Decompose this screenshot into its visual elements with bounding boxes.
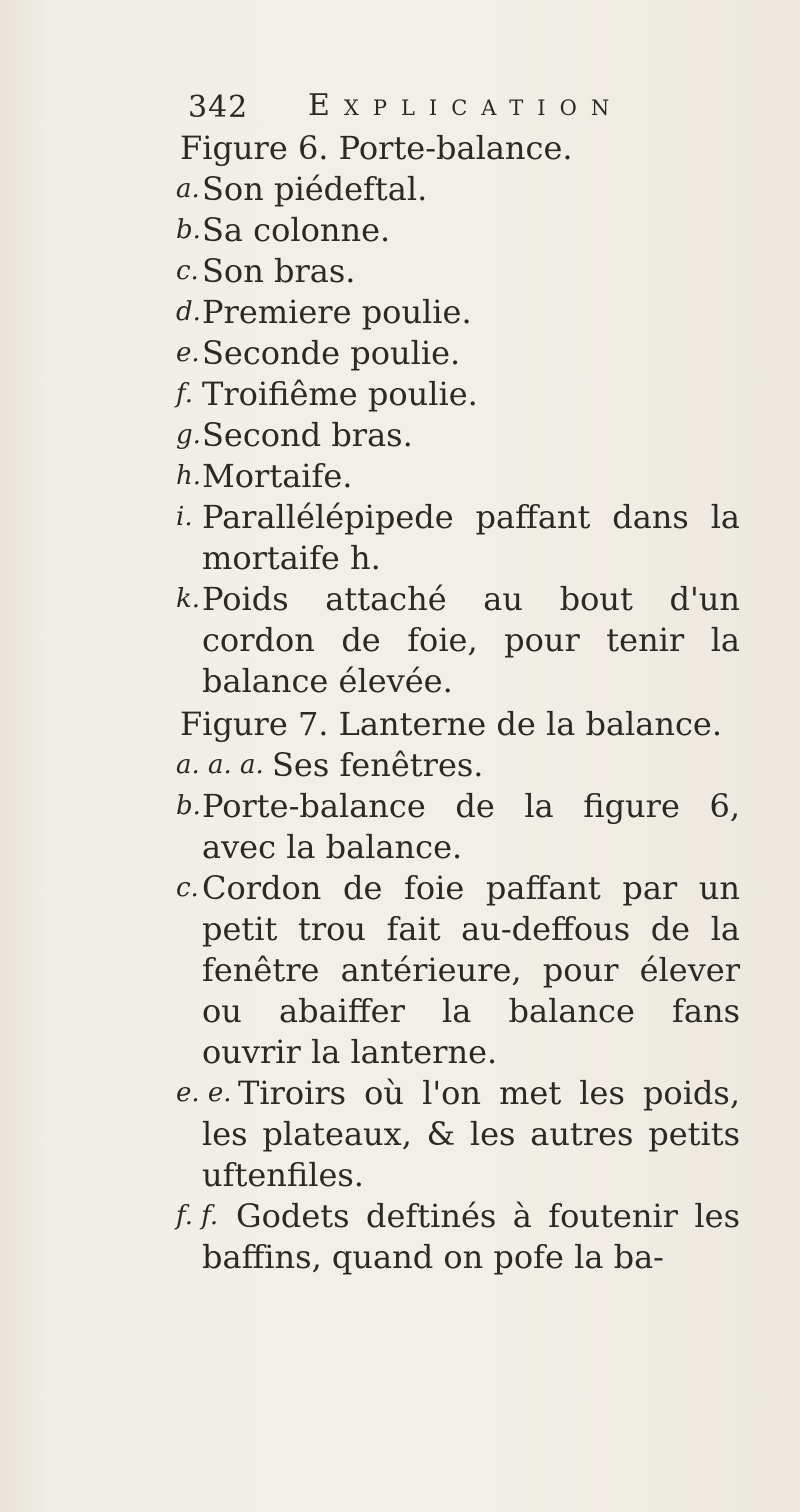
legend-key: k. (176, 584, 201, 614)
legend-key: e. e. (176, 1078, 232, 1108)
legend-key: h. (176, 461, 202, 491)
legend-text: Porte-balance de la figure 6, avec la balance. (202, 787, 740, 866)
legend-key: c. (176, 256, 199, 286)
legend-entry (176, 1073, 740, 1196)
legend-key: f. (176, 379, 193, 409)
legend-entry (176, 374, 740, 415)
legend-entry (176, 251, 740, 292)
legend-entry (176, 210, 740, 251)
legend-key: c. (176, 873, 199, 903)
page-body (176, 128, 740, 1278)
legend-key: g. (176, 420, 201, 450)
page-number: 342 (188, 90, 249, 125)
legend-key: a. (176, 174, 200, 204)
legend-text: Sa colonne. (202, 211, 391, 249)
legend-text: Son bras. (202, 252, 356, 290)
legend-text: Parallélépipede paffant dans la mortaife h. (202, 498, 740, 577)
legend-entry (176, 1196, 740, 1278)
legend-entry (176, 333, 740, 374)
running-title: Explication (308, 88, 624, 123)
legend-entry (176, 745, 740, 786)
legend-entry (176, 786, 740, 868)
legend-text: Godets deftinés à foutenir les baffins, quand on pofe la ba- (202, 1197, 740, 1276)
legend-entry (176, 292, 740, 333)
legend-text: Poids attaché au bout d'un cordon de foie, pour tenir la balance élevée. (202, 580, 740, 700)
legend-entry (176, 169, 740, 210)
figure-6-heading: Figure 6. Porte-balance. (180, 129, 573, 167)
legend-text: Troifiême poulie. (202, 375, 478, 413)
legend-key: b. (176, 791, 201, 821)
legend-key: e. (176, 338, 200, 368)
figure-7-heading: Figure 7. Lanterne de la balance. (180, 705, 722, 743)
legend-text: Mortaife. (202, 457, 353, 495)
legend-entry (176, 868, 740, 1073)
legend-text: Tiroirs où l'on met les poids, les plateaux, & les autres petits uftenfiles. (202, 1074, 740, 1194)
legend-key: a. a. a. (176, 750, 264, 780)
legend-text: Son piédeftal. (202, 170, 428, 208)
legend-key: d. (176, 297, 201, 327)
legend-entry (176, 579, 740, 702)
legend-text: Ses fenêtres. (272, 746, 484, 784)
legend-text: Cordon de foie paffant par un petit trou fait au-deffous de la fenêtre antérieure, pour élever ou abaiffer la balance fans ouvrir la lanterne. (202, 869, 740, 1071)
legend-text: Seconde poulie. (202, 334, 461, 372)
legend-key: b. (176, 215, 201, 245)
legend-key: f. f. (176, 1201, 219, 1231)
legend-text: Second bras. (202, 416, 413, 454)
legend-text: Premiere poulie. (202, 293, 472, 331)
legend-entry (176, 497, 740, 579)
legend-entry (176, 415, 740, 456)
legend-key: i. (176, 502, 193, 532)
legend-entry (176, 456, 740, 497)
